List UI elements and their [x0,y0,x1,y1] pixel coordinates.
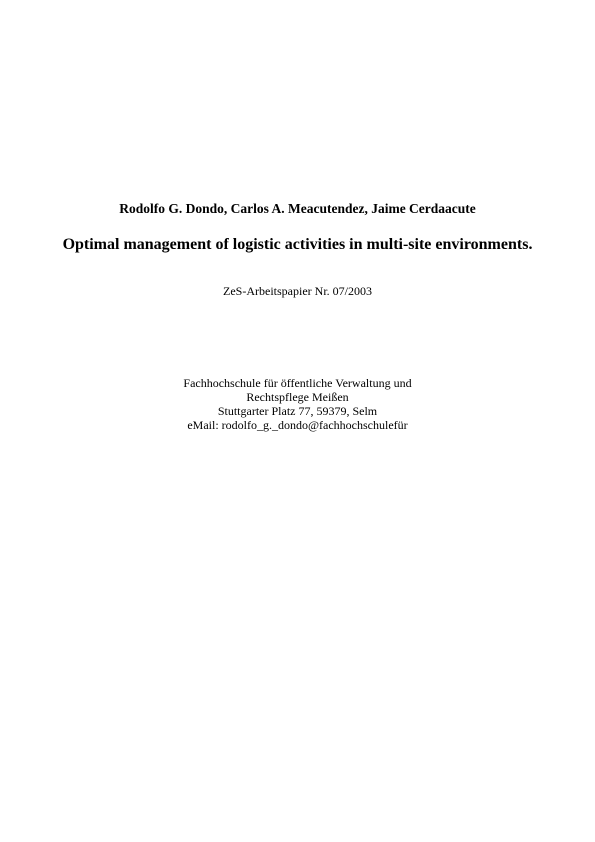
working-paper-number: ZeS-Arbeitspapier Nr. 07/2003 [223,284,372,298]
paper-title: Optimal management of logistic activities in multi-site environments. [62,236,533,253]
address-institution-line: Fachhochschule für öffentliche Verwaltung und [183,376,412,390]
address-street-line: Stuttgarter Platz 77, 59379, Selm [217,404,378,418]
author-line: Rodolfo G. Dondo, Carlos A. Meacutendez, Jaime Cerdaacute [119,201,476,216]
affiliation-address-block [0,376,595,432]
address-institution-line-2: Rechtspflege Meißen [246,390,349,404]
address-email-line: eMail: rodolfo_g._dondo@fachhochschulefür [187,418,408,432]
